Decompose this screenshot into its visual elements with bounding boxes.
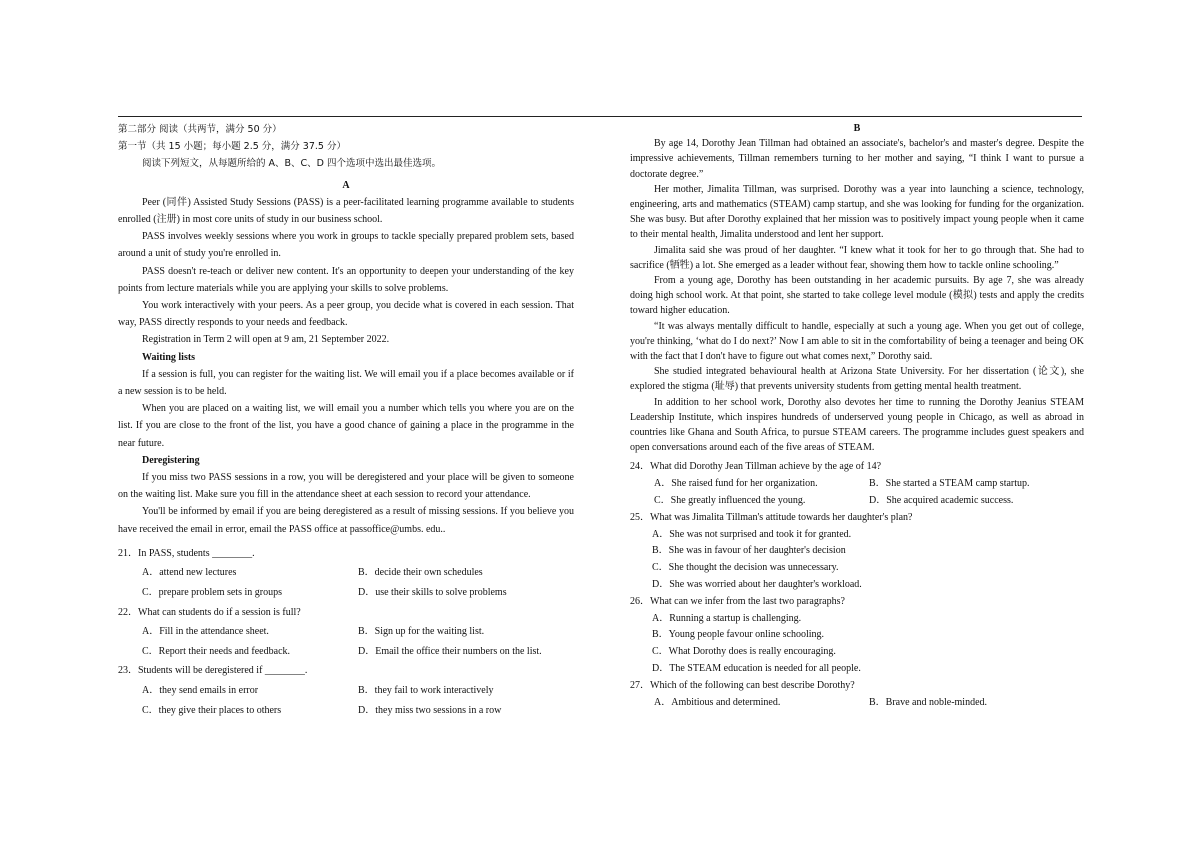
option-grid (630, 476, 1084, 510)
option: B．decide their own schedules (358, 567, 483, 579)
passage-a-paragraph: When you are placed on a waiting list, we will email you a number which tells you where you are on the list. If you are close to the front of the list, you have a good chance of gaining a place in the programme in the near future. (118, 403, 574, 449)
option: B．She was in favour of her daughter's decision (652, 545, 846, 557)
passage-b-paragraph: Jimalita said she was proud of her daughter. “I knew what it took for her to go through that. She had to sacrifice (牺牲) a lot. She emerged as a leader without fear, showing them how to tackle online schooling.” (630, 244, 1084, 271)
passage-a-paragraph: You work interactively with your peers. As a peer group, you decide what is covered in each session. That way, PASS directly responds to your needs and feedback. (118, 300, 574, 329)
question-27 (630, 678, 1084, 712)
passage-a-label: A (342, 179, 350, 191)
passage-b-paragraph: Her mother, Jimalita Tillman, was surprised. Dorothy was a year into launching a science, technology, engineering, arts and mathematics (STEAM) camp startup, and she was looking for funding for the organization. She was busy. But after Dorothy explained that her mission was to positively impact young people when it came to their mental health, Jimalita understood and lent her support. (630, 183, 1084, 241)
option-list (630, 611, 1084, 678)
option: D．She acquired academic success. (869, 495, 1014, 507)
option: D．they miss two sessions in a row (358, 704, 502, 716)
passage-a-paragraph: PASS involves weekly sessions where you work in groups to tackle specially prepared problem sets, based around a unit of study you're enrolled in. (118, 231, 574, 260)
question-stem: 25．What was Jimalita Tillman's attitude towards her daughter's plan? (630, 511, 913, 523)
question-22 (118, 603, 574, 662)
option: A．they send emails in error (142, 685, 259, 697)
option: A．She was not surprised and took it for granted. (652, 528, 852, 540)
subsection-title: 第一节（共 15 小题；每小题 2.5 分，满分 37.5 分） (118, 141, 346, 153)
option: A．Running a startup is challenging. (652, 612, 802, 624)
question-26 (630, 594, 1084, 678)
question-stem: 22．What can students do if a session is full? (118, 606, 301, 618)
option-grid (118, 563, 574, 602)
question-stem: 24．What did Dorothy Jean Tillman achieve by the age of 14? (630, 461, 882, 473)
question-stem: 27．Which of the following can best describe Dorothy? (630, 679, 855, 691)
option: C．She greatly influenced the young. (654, 495, 806, 507)
option: C．prepare problem sets in groups (142, 587, 282, 599)
passage-a-paragraph: You'll be informed by email if you are being deregistered as a result of missing sessions. If you believe you have received the email in error, email the PASS office at passoffice@umbs. edu.. (118, 506, 574, 535)
option: C．She thought the decision was unnecessary. (652, 562, 839, 574)
option-list (630, 527, 1084, 594)
option: A．Fill in the attendance sheet. (142, 626, 269, 638)
option: C．they give their places to others (142, 704, 282, 716)
option-grid (118, 681, 574, 720)
right-column (630, 121, 1084, 711)
passage-a-paragraph: If a session is full, you can register for the waiting list. We will email you if a place becomes available or if a new session is to be held. (118, 368, 574, 398)
option: B．Brave and noble-minded. (869, 696, 988, 708)
option: D．Email the office their numbers on the list. (358, 645, 542, 657)
option: C．What Dorothy does is really encouraging. (652, 646, 836, 658)
option: D．The STEAM education is needed for all people. (652, 663, 861, 675)
passage-b-label: B (853, 123, 861, 134)
passage-a-paragraph: If you miss two PASS sessions in a row, you will be deregistered and your place will be given to someone on the waiting list. Make sure you fill in the attendance sheet at each session to record your attendance. (118, 472, 574, 501)
passage-b-paragraph: “It was always mentally difficult to handle, especially at such a young age. When you get out of college, you're thinking, ‘what do I do next?’ Now I am able to sit in the comfortability of being a teenager and being OK with the fact that I don't have to figure out what comes next,” Dorothy said. (630, 320, 1084, 363)
option: B．Sign up for the waiting list. (358, 626, 485, 638)
option: D．use their skills to solve problems (358, 587, 507, 599)
option: A．attend new lectures (142, 567, 237, 579)
passage-b-paragraph: In addition to her school work, Dorothy also devotes her time to running the Dorothy Jeanius STEAM Leadership Institute, which inspires hundreds of underserved young people in Chicago, as well as abroad in countries like Ghana and South Africa, to pursue STEAM careers. The programme includes guest speakers and open conversations around each of the five areas of STEAM. (630, 396, 1084, 454)
passage-b-paragraph: From a young age, Dorothy has been outstanding in her academic pursuits. By age 7, she was already doing high school work. At that point, she started to take college level module (模拟) tests and apply the credits toward higher education. (630, 275, 1084, 317)
section-title: 第二部分 阅读（共两节，满分 50 分） (118, 124, 282, 135)
passage-b-paragraph: She studied integrated behavioural health at Arizona State University. For her dissertation (论文), she explored the stigma (耻辱) that prevents university students from getting mental health treatment. (630, 366, 1084, 393)
passage-a-paragraph: Registration in Term 2 will open at 9 am, 21 September 2022. (142, 334, 390, 346)
option: D．She was worried about her daughter's workload. (652, 579, 862, 591)
question-stem: 21．In PASS, students ________. (118, 547, 255, 559)
left-column (118, 121, 574, 720)
option-grid (118, 622, 574, 661)
question-23 (118, 661, 574, 720)
option-grid (630, 695, 1084, 712)
question-21 (118, 544, 574, 603)
passage-a-paragraph: Peer (同伴) Assisted Study Sessions (PASS) is a peer-facilitated learning programme available to students enrolled (注册) in most core units of study in our business school. (118, 196, 574, 226)
question-stem: 23．Students will be deregistered if ________. (118, 665, 308, 677)
option: B．Young people favour online schooling. (652, 629, 825, 641)
option: C．Report their needs and feedback. (142, 645, 291, 657)
passage-a-paragraph: PASS doesn't re-teach or deliver new content. It's an opportunity to deepen your understanding of the key points from lecture materials while you are applying your skills to solve problems. (118, 265, 574, 294)
passage-b-paragraph: By age 14, Dorothy Jean Tillman had obtained an associate's, bachelor's and master's degree. Despite the impressive achievements, Tillman remembers turning to her mother and saying, “I think I want to pursue a doctorate degree.” (630, 138, 1084, 180)
waiting-lists-heading: Waiting lists (142, 351, 196, 363)
question-24 (630, 459, 1084, 509)
deregistering-heading: Deregistering (142, 454, 200, 466)
option: B．they fail to work interactively (358, 685, 494, 697)
instruction: 阅读下列短文，从每题所给的 A、B、C、D 四个选项中选出最佳选项。 (142, 158, 442, 170)
option: B．She started a STEAM camp startup. (869, 478, 1030, 490)
question-25 (630, 510, 1084, 594)
option: A．She raised fund for her organization. (654, 478, 818, 490)
top-rule (118, 116, 1082, 117)
option: A．Ambitious and determined. (654, 696, 781, 708)
question-stem: 26．What can we infer from the last two paragraphs? (630, 595, 845, 607)
